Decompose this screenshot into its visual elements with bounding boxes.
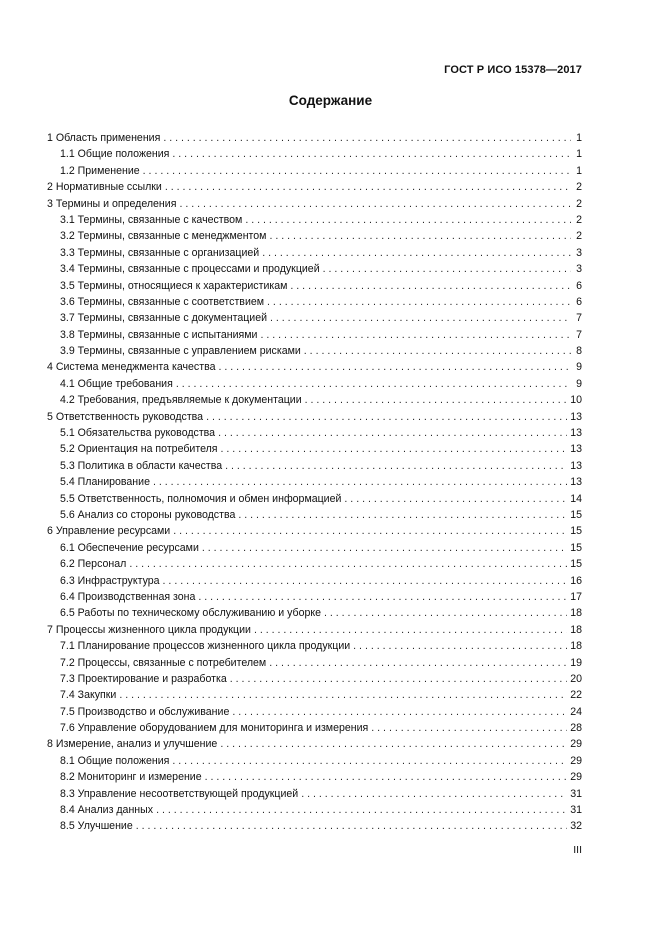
toc-leader-dots: [301, 786, 567, 802]
toc-entry-page: 15: [570, 508, 582, 521]
toc-entry-page: 19: [570, 656, 582, 669]
toc-entry-label: 8.5 Улучшение: [60, 820, 133, 833]
toc-leader-dots: [262, 245, 571, 261]
toc-entry-label: 7 Процессы жизненного цикла продукции: [47, 623, 251, 636]
toc-leader-dots: [254, 622, 567, 638]
toc-entry-page: 31: [570, 804, 582, 817]
toc-entry[interactable]: [47, 359, 582, 375]
toc-leader-dots: [230, 671, 567, 687]
toc-leader-dots: [220, 736, 567, 752]
toc-entry-page: 22: [570, 689, 582, 702]
toc-entry[interactable]: [47, 507, 582, 523]
toc-entry-label: 5.2 Ориентация на потребителя: [60, 443, 218, 456]
toc-entry-label: 4.2 Требования, предъявляемые к документации: [60, 394, 302, 407]
toc-entry-label: 6.1 Обеспечение ресурсами: [60, 541, 199, 554]
toc-leader-dots: [225, 458, 567, 474]
toc-entry[interactable]: [47, 441, 582, 457]
toc-entry-label: 3 Термины и определения: [47, 197, 177, 210]
toc-entry-page: 18: [570, 640, 582, 653]
toc-entry-page: 18: [570, 607, 582, 620]
toc-entry-label: 5 Ответственность руководства: [47, 410, 204, 423]
toc-leader-dots: [260, 327, 571, 343]
toc-entry-label: 5.6 Анализ со стороны руководства: [60, 508, 236, 521]
toc-entry[interactable]: [47, 343, 582, 359]
toc-entry[interactable]: [47, 655, 582, 671]
toc-entry-page: 10: [570, 394, 582, 407]
toc-entry[interactable]: [47, 310, 582, 326]
toc-entry-page: 7: [576, 312, 582, 325]
toc-entry-page: 3: [576, 246, 582, 259]
toc-leader-dots: [290, 278, 571, 294]
toc-leader-dots: [153, 474, 567, 490]
toc-entry-label: 1 Область применения: [47, 132, 161, 144]
toc-leader-dots: [270, 310, 571, 326]
toc-entry-page: 6: [576, 279, 582, 292]
table-of-contents: [47, 130, 582, 835]
toc-leader-dots: [238, 507, 567, 523]
toc-entry[interactable]: [47, 294, 582, 310]
toc-entry[interactable]: [47, 278, 582, 294]
toc-entry-label: 3.2 Термины, связанные с менеджментом: [60, 230, 267, 243]
toc-entry[interactable]: [47, 736, 582, 752]
toc-entry-page: 13: [570, 427, 582, 440]
toc-leader-dots: [267, 294, 571, 310]
toc-entry-page: 13: [570, 410, 582, 423]
toc-entry[interactable]: [47, 163, 582, 179]
toc-entry-page: 29: [570, 738, 582, 751]
toc-entry[interactable]: [47, 638, 582, 654]
toc-entry-label: 2 Нормативные ссылки: [47, 181, 162, 194]
toc-entry-page: 8: [576, 345, 582, 358]
toc-leader-dots: [165, 179, 571, 195]
toc-entry-label: 3.9 Термины, связанные с управлением рисками: [60, 345, 301, 358]
toc-leader-dots: [119, 687, 567, 703]
toc-entry-page: 3: [576, 263, 582, 276]
toc-entry[interactable]: [47, 245, 582, 261]
toc-entry-page: 29: [570, 771, 582, 784]
toc-leader-dots: [173, 523, 567, 539]
toc-entry-label: 8.2 Мониторинг и измерение: [60, 771, 202, 784]
toc-entry-label: 6.4 Производственная зона: [60, 590, 196, 603]
toc-leader-dots: [136, 818, 567, 834]
toc-entry[interactable]: [47, 769, 582, 785]
toc-leader-dots: [323, 261, 571, 277]
toc-entry-label: 8 Измерение, анализ и улучшение: [47, 738, 218, 751]
toc-entry-label: 7.1 Планирование процессов жизненного цикла продукции: [60, 640, 351, 653]
toc-entry-page: 29: [570, 754, 582, 767]
toc-entry-label: 7.6 Управление оборудованием для мониторинга и измерения: [60, 722, 369, 735]
toc-entry-label: 1.1 Общие положения: [60, 148, 170, 161]
toc-leader-dots: [172, 753, 567, 769]
toc-leader-dots: [218, 425, 567, 441]
toc-entry-page: 14: [570, 492, 582, 505]
toc-entry-label: 3.1 Термины, связанные с качеством: [60, 213, 243, 226]
toc-entry[interactable]: [47, 425, 582, 441]
toc-entry-page: 2: [576, 213, 582, 226]
toc-entry-label: 3.7 Термины, связанные с документацией: [60, 312, 268, 325]
toc-entry-label: 8.1 Общие положения: [60, 754, 170, 767]
toc-entry-label: 3.4 Термины, связанные с процессами и продукцией: [60, 263, 320, 276]
toc-entry[interactable]: [47, 130, 582, 146]
toc-entry[interactable]: [47, 392, 582, 408]
toc-leader-dots: [305, 392, 568, 408]
toc-leader-dots: [143, 163, 571, 179]
toc-leader-dots: [304, 343, 571, 359]
toc-leader-dots: [163, 130, 571, 146]
toc-entry-page: 2: [576, 197, 582, 210]
toc-entry-page: 24: [570, 705, 582, 718]
toc-entry[interactable]: [47, 212, 582, 228]
toc-entry[interactable]: [47, 720, 582, 736]
toc-entry[interactable]: [47, 622, 582, 638]
toc-entry-page: 1: [576, 164, 582, 177]
toc-entry[interactable]: [47, 605, 582, 621]
toc-leader-dots: [245, 212, 571, 228]
toc-entry-page: 6: [576, 295, 582, 308]
toc-entry[interactable]: [47, 540, 582, 556]
toc-entry-page: 18: [570, 623, 582, 636]
toc-entry-page: 13: [570, 476, 582, 489]
toc-entry[interactable]: [47, 228, 582, 244]
toc-entry[interactable]: [47, 671, 582, 687]
toc-entry-label: 3.6 Термины, связанные с соответствием: [60, 295, 265, 308]
toc-entry[interactable]: [47, 196, 582, 212]
toc-entry-label: 3.3 Термины, связанные с организацией: [60, 246, 260, 259]
toc-leader-dots: [324, 605, 567, 621]
toc-entry-page: 13: [570, 459, 582, 472]
toc-leader-dots: [353, 638, 567, 654]
toc-entry[interactable]: [47, 179, 582, 195]
toc-entry-label: 8.4 Анализ данных: [60, 804, 154, 817]
toc-entry-label: 8.3 Управление несоответствующей продукцией: [60, 787, 299, 800]
toc-leader-dots: [179, 196, 571, 212]
toc-entry-page: 13: [570, 443, 582, 456]
toc-leader-dots: [129, 556, 567, 572]
toc-entry-label: 7.3 Проектирование и разработка: [60, 672, 227, 685]
toc-entry-label: 3.5 Термины, относящиеся к характеристикам: [60, 279, 288, 292]
toc-entry[interactable]: [47, 818, 582, 834]
toc-entry-label: 4 Система менеджмента качества: [47, 361, 216, 374]
toc-entry[interactable]: [47, 523, 582, 539]
toc-entry[interactable]: [47, 327, 582, 343]
toc-entry-page: 9: [576, 361, 582, 374]
toc-entry[interactable]: [47, 573, 582, 589]
toc-entry[interactable]: [47, 146, 582, 162]
toc-leader-dots: [198, 589, 567, 605]
toc-entry-page: 16: [570, 574, 582, 587]
toc-entry-label: 5.1 Обязательства руководства: [60, 427, 216, 440]
toc-leader-dots: [221, 441, 568, 457]
toc-entry-label: 6 Управление ресурсами: [47, 525, 171, 538]
toc-entry-label: 3.8 Термины, связанные с испытаниями: [60, 328, 258, 341]
toc-entry-label: 1.2 Применение: [60, 164, 140, 177]
toc-leader-dots: [344, 491, 567, 507]
toc-leader-dots: [269, 228, 571, 244]
toc-entry-page: 1: [576, 132, 582, 144]
toc-leader-dots: [232, 704, 567, 720]
toc-entry[interactable]: [47, 474, 582, 490]
toc-entry-page: 28: [570, 722, 582, 735]
toc-leader-dots: [269, 655, 567, 671]
toc-entry[interactable]: [47, 589, 582, 605]
toc-entry-label: 6.2 Персонал: [60, 558, 127, 571]
toc-entry[interactable]: [47, 261, 582, 277]
toc-leader-dots: [371, 720, 567, 736]
toc-entry-page: 9: [576, 377, 582, 390]
toc-entry-page: 15: [570, 558, 582, 571]
toc-leader-dots: [176, 376, 571, 392]
toc-entry-page: 15: [570, 541, 582, 554]
toc-title: Содержание: [288, 93, 373, 108]
toc-entry-label: 5.3 Политика в области качества: [60, 459, 223, 472]
toc-leader-dots: [206, 409, 567, 425]
toc-entry[interactable]: [47, 802, 582, 818]
toc-entry-page: 1: [576, 148, 582, 161]
toc-entry-page: 15: [570, 525, 582, 538]
toc-entry-label: 7.5 Производство и обслуживание: [60, 705, 230, 718]
toc-leader-dots: [156, 802, 567, 818]
toc-entry[interactable]: [47, 753, 582, 769]
toc-entry[interactable]: [47, 556, 582, 572]
toc-entry[interactable]: [47, 704, 582, 720]
toc-entry-page: 31: [570, 787, 582, 800]
toc-entry[interactable]: [47, 786, 582, 802]
toc-entry-page: 2: [576, 181, 582, 194]
toc-leader-dots: [163, 573, 568, 589]
toc-entry-page: 32: [570, 820, 582, 833]
toc-entry[interactable]: [47, 409, 582, 425]
toc-entry-page: 7: [576, 328, 582, 341]
toc-entry[interactable]: [47, 458, 582, 474]
page-number: III: [573, 844, 582, 856]
toc-entry-label: 6.3 Инфраструктура: [60, 574, 160, 587]
toc-entry-label: 5.4 Планирование: [60, 476, 150, 489]
toc-entry[interactable]: [47, 491, 582, 507]
toc-entry-page: 2: [576, 230, 582, 243]
document-code: ГОСТ Р ИСО 15378—2017: [444, 64, 582, 76]
toc-leader-dots: [202, 540, 567, 556]
toc-entry-page: 17: [570, 590, 582, 603]
toc-entry-label: 6.5 Работы по техническому обслуживанию и уборке: [60, 607, 322, 620]
toc-leader-dots: [218, 359, 571, 375]
toc-entry[interactable]: [47, 687, 582, 703]
toc-leader-dots: [205, 769, 568, 785]
toc-entry[interactable]: [47, 376, 582, 392]
toc-entry-label: 5.5 Ответственность, полномочия и обмен информацией: [60, 492, 342, 505]
toc-entry-label: 4.1 Общие требования: [60, 377, 173, 390]
toc-leader-dots: [172, 146, 571, 162]
toc-entry-label: 7.4 Закупки: [60, 689, 117, 702]
toc-entry-label: 7.2 Процессы, связанные с потребителем: [60, 656, 267, 669]
toc-entry-page: 20: [570, 672, 582, 685]
